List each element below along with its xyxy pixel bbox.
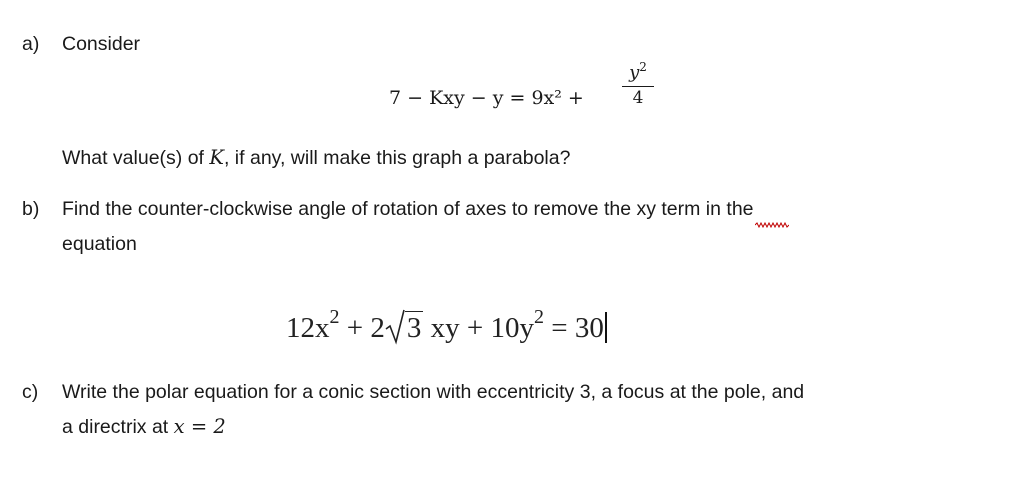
part-c-label: c) bbox=[22, 381, 39, 403]
part-b-label: b) bbox=[22, 198, 40, 220]
fraction-numerator: $y^2$ bbox=[629, 60, 647, 83]
part-a-question: What value(s) of K, if any, will make this graph a parabola? bbox=[62, 146, 571, 169]
fraction-bar bbox=[622, 86, 654, 87]
variable-k: K bbox=[209, 146, 224, 169]
part-a-equation-fraction bbox=[622, 56, 654, 108]
part-b-equation: $12x^2 + 2$ 3 xy + $10y^2 = 30$ bbox=[286, 300, 607, 345]
part-b-line2: equation bbox=[62, 233, 137, 255]
spellcheck-underline bbox=[755, 222, 789, 228]
part-b-line1: Find the counter-clockwise angle of rotation of axes to remove the xy term in the bbox=[62, 198, 754, 220]
part-a-label: a) bbox=[22, 33, 40, 55]
part-a-equation bbox=[389, 86, 584, 110]
part-c-line1: Write the polar equation for a conic section with eccentricity 3, a focus at the pole, and bbox=[62, 381, 805, 403]
part-a-equation-left: 7 − Kxy − y = 9x² + bbox=[389, 87, 584, 109]
text-cursor bbox=[605, 312, 607, 343]
part-c-line2: a directrix at x = 2 bbox=[62, 415, 226, 438]
part-a-intro: Consider bbox=[62, 33, 141, 55]
directrix-equation: x = 2 bbox=[173, 415, 226, 438]
square-root: 3 bbox=[385, 311, 424, 345]
fraction-denominator: 4 bbox=[632, 88, 644, 109]
